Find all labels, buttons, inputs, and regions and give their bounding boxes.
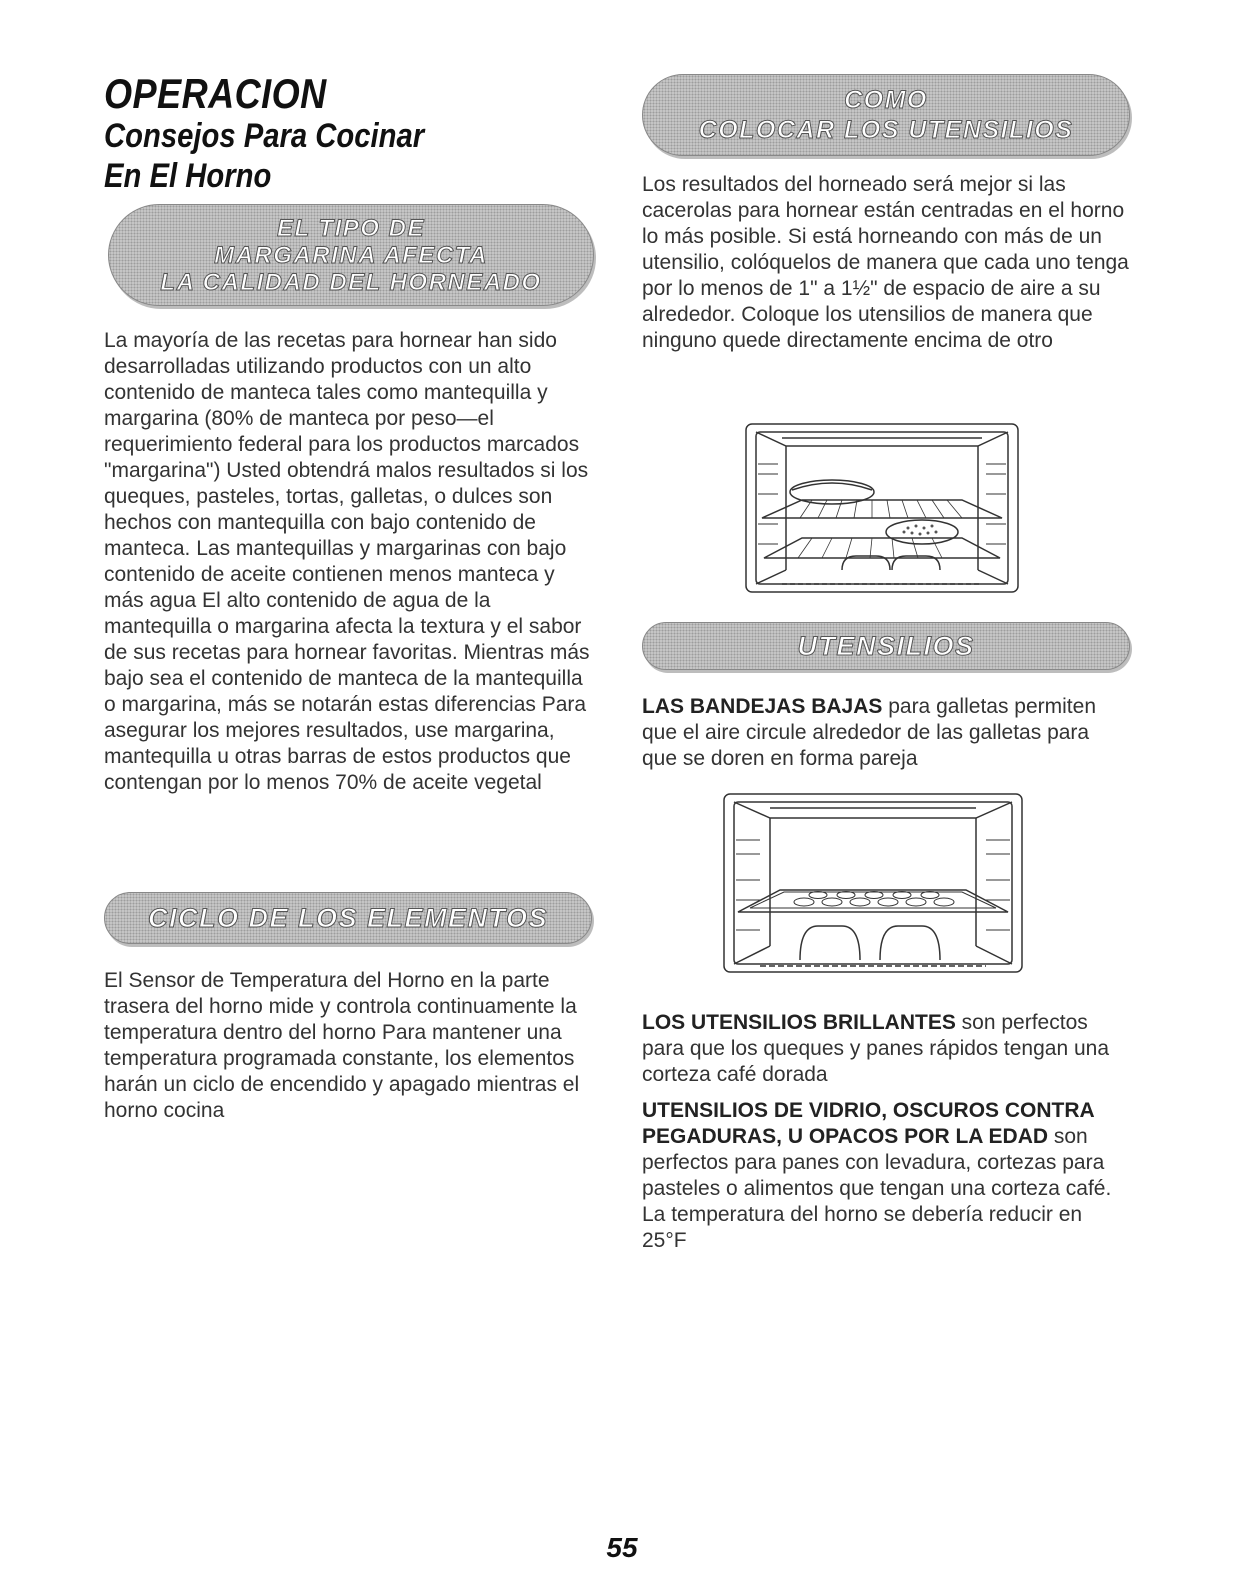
utensilios-p1-bold: LAS BANDEJAS BAJAS [642,695,883,718]
utensilios-heading: UTENSILIOS [797,631,975,661]
margarina-body: La mayoría de las recetas para hornear han sido desarrolladas utilizando productos con un alto contenido de manteca tales como mantequilla y margarina (80% de manteca por peso—el requerimiento federal para los productos marcados "margarina") Usted obtendrá malos resultados si los queques, pasteles, tortas, galletas, o dulces son hechos con mantequilla con bajo contenido de manteca. Las mantequillas y margarinas con bajo contenido de aceite contienen menos manteca y más agua El alto contenido de agua de la mantequilla o margarina afecta la textura y el sabor de sus recetas para hornear favoritas. Mientras más bajo sea el contenido de manteca de la mantequilla o margarina, más se notarán estas diferencias Para asegurar los mejores resultados, use margarina, mantequilla u otras barras de estos productos que contengan por lo menos 70% de aceite vegetal [104,329,590,794]
utensilios-p2-rest: son perfectos para que los queques y panes rápidos tengan una corteza café dorada [642,1011,1110,1086]
utensilios-p2-bold: LOS UTENSILIOS BRILLANTES [642,1011,956,1034]
oven-pans-illustration [742,420,1022,596]
page-subtitle-line1: Consejos Para Cocinar [104,117,425,155]
page-title: OPERACION [104,70,327,117]
colocar-body: Los resultados del horneado será mejor si las cacerolas para hornear están centradas en el horno lo más posible. Si está horneando con más de un utensilio, colóquelos de manera que cada uno tenga por lo menos de 1" a 1½" de espacio de aire a su alrededor. Coloque los utensilios de manera que ninguno quede directamente encima de otro [642,173,1129,352]
page-number: 55 [606,1532,638,1563]
oven-cookie-sheet-illustration [720,790,1026,976]
ciclo-banner [104,892,592,944]
utensilios-p3-bold: UTENSILIOS DE VIDRIO, OSCUROS CONTRA PEGADURAS, U OPACOS POR LA EDAD [642,1099,1094,1148]
page-subtitle-line2: En El Horno [104,157,272,195]
margarina-heading: EL TIPO DE MARGARINA AFECTA LA CALIDAD DEL HORNEADO [160,214,542,296]
ciclo-heading: CICLO DE LOS ELEMENTOS [147,903,549,933]
title-block [104,72,476,196]
colocar-heading: COMO COLOCAR LOS UTENSILIOS [698,86,1074,144]
margarina-banner [108,204,594,306]
utensilios-p1-rest: para galletas permiten que el aire circule alrededor de las galletas para que se doren en forma pareja [642,695,1096,770]
ciclo-body: El Sensor de Temperatura del Horno en la parte trasera del horno mide y controla continuamente la temperatura dentro del horno Para mantener una temperatura programada constante, los elementos harán un ciclo de encendido y apagado mientras el horno cocina [104,969,580,1122]
utensilios-banner [642,622,1130,670]
utensilios-p1 [642,694,1128,772]
colocar-banner [642,74,1130,156]
utensilios-p2 [642,1010,1128,1088]
utensilios-p3 [642,1098,1128,1254]
utensilios-p3-rest: son perfectos para panes con levadura, cortezas para pasteles o alimentos que tengan una corteza café. La temperatura del horno se debería reducir en 25°F [642,1125,1112,1252]
